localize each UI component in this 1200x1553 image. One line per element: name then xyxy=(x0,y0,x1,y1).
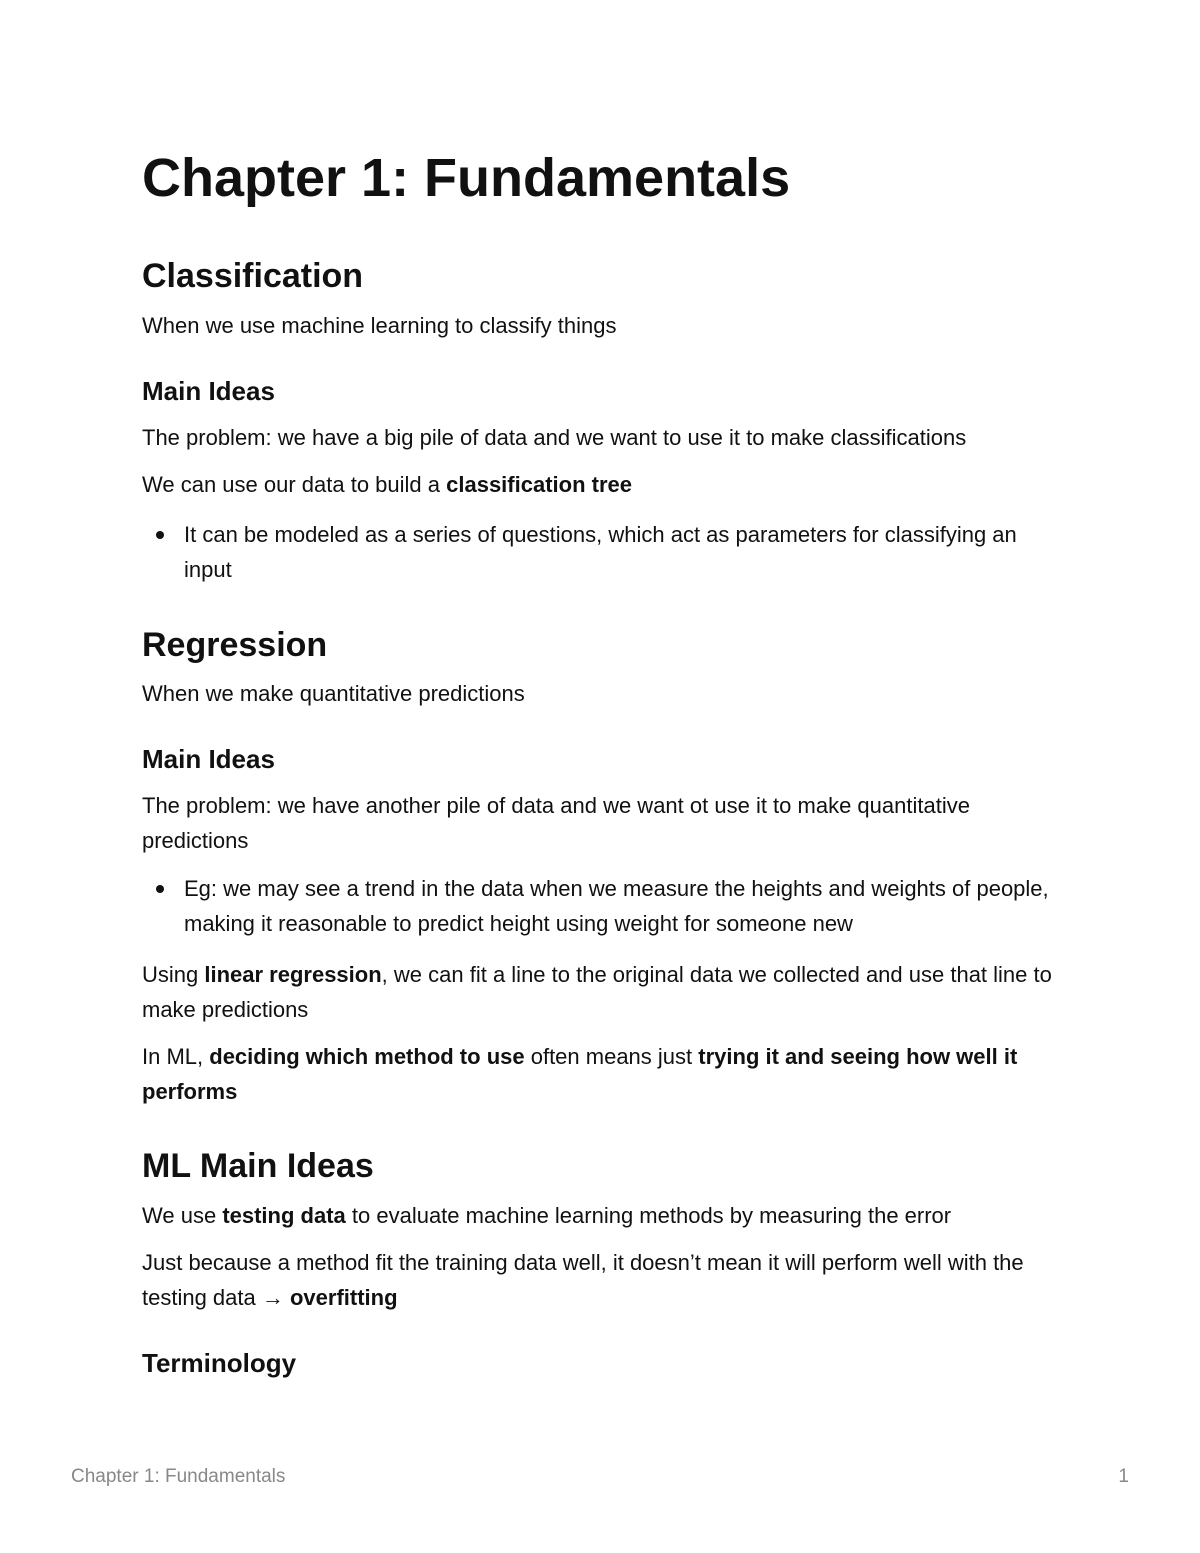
regression-main-ideas-heading: Main Ideas xyxy=(142,744,275,774)
linear-regression-paragraph xyxy=(142,957,1062,1027)
list-item xyxy=(184,871,1054,941)
overfitting-term: overfitting xyxy=(289,1285,398,1310)
method-choice-pre: In ML, xyxy=(142,1044,210,1069)
page-title: Chapter 1: Fundamentals xyxy=(142,148,791,208)
classification-tree-paragraph xyxy=(142,467,1062,502)
list-item xyxy=(184,517,1054,587)
method-choice-mid: often means just xyxy=(524,1044,699,1069)
footer-title: Chapter 1: Fundamentals xyxy=(71,1466,286,1487)
classification-bullet-text: It can be modeled as a series of questions, which act as parameters for classifying an input xyxy=(184,522,1017,582)
linear-regression-term: linear regression xyxy=(204,962,382,987)
classification-tree-text: We can use our data to build a xyxy=(142,472,447,497)
overfitting-paragraph xyxy=(142,1245,1062,1315)
ml-main-ideas-heading: ML Main Ideas xyxy=(142,1147,374,1185)
regression-heading: Regression xyxy=(142,626,328,664)
testing-data-paragraph xyxy=(142,1198,1062,1233)
bullet-icon xyxy=(156,885,164,893)
method-choice-conclusion: trying it and seeing how well it performs xyxy=(142,1044,1018,1104)
bullet-icon xyxy=(156,531,164,539)
classification-problem: The problem: we have a big pile of data and we want to use it to make classifications xyxy=(142,425,967,450)
regression-problem: The problem: we have another pile of data and we want ot use it to make quantitative predictions xyxy=(142,793,970,853)
method-choice-paragraph xyxy=(142,1039,1062,1109)
regression-bullet-text: Eg: we may see a trend in the data when we measure the heights and weights of people, making it reasonable to predict height using weight for someone new xyxy=(184,876,1049,936)
classification-heading: Classification xyxy=(142,257,364,295)
testing-data-term: testing data xyxy=(222,1203,346,1228)
regression-intro: When we make quantitative predictions xyxy=(142,681,525,706)
linear-regression-pre: Using xyxy=(142,962,205,987)
testing-data-post: to evaluate machine learning methods by measuring the error xyxy=(345,1203,952,1228)
terminology-heading: Terminology xyxy=(142,1348,297,1378)
method-choice-term: deciding which method to use xyxy=(209,1044,525,1069)
testing-data-pre: We use xyxy=(142,1203,223,1228)
classification-main-ideas-heading: Main Ideas xyxy=(142,376,275,406)
footer-page-number: 1 xyxy=(1118,1466,1129,1487)
overfitting-pre: Just because a method fit the training data well, it doesn’t mean it will perform well with the testing data → xyxy=(142,1250,1024,1310)
linear-regression-post: , we can fit a line to the original data we collected and use that line to make predictions xyxy=(142,962,1052,1022)
classification-intro: When we use machine learning to classify things xyxy=(142,313,617,338)
classification-tree-term: classification tree xyxy=(446,472,632,497)
